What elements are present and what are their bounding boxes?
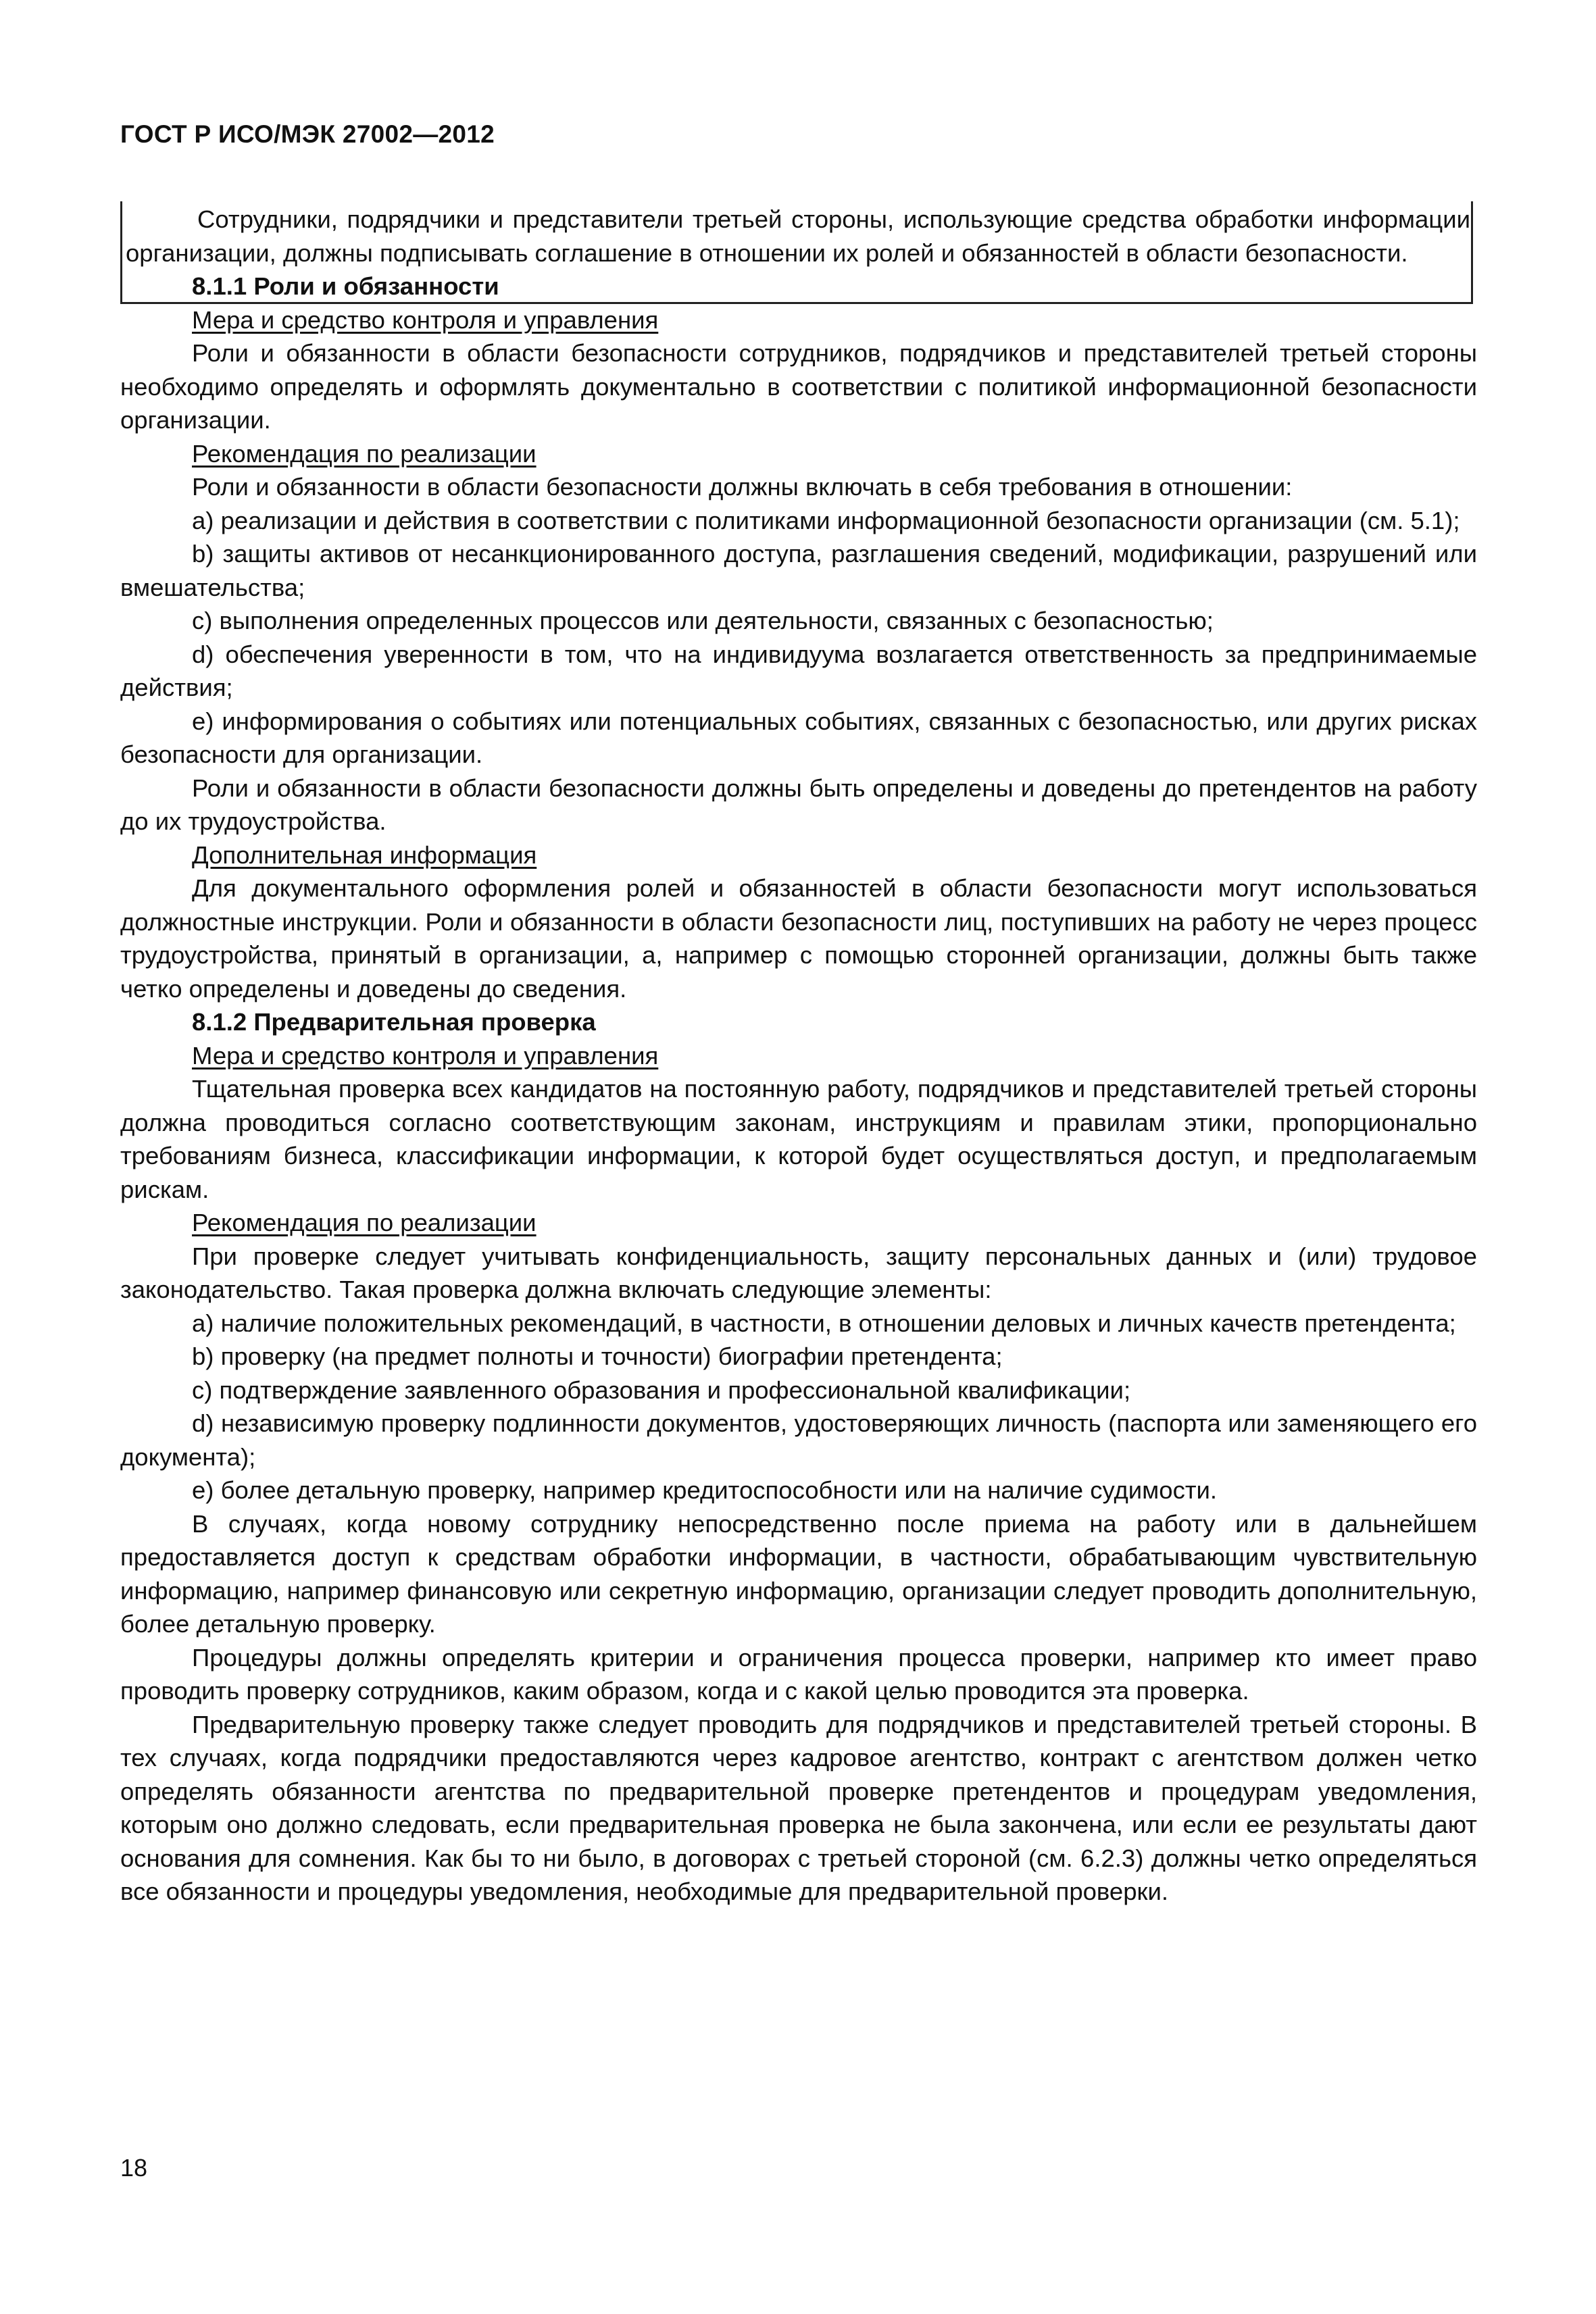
paragraph: Для документального оформления ролей и обязанностей в области безопасности могут использоваться должностные инструкции. Роли и обязанности в области безопасности лиц, поступивших на работу не через процесс трудоустройства, принятый в организации, а, например с помощью сторонней организации, должны быть также четко определены и доведены до сведения. <box>120 874 1477 1003</box>
document-body <box>120 203 1477 1909</box>
list-item: e) более детальную проверку, например кредитоспособности или на наличие судимости. <box>192 1476 1218 1504</box>
list-item: d) независимую проверку подлинности документов, удостоверяющих личность (паспорта или заменяющего его документа); <box>120 1409 1477 1471</box>
paragraph: Роли и обязанности в области безопасности должны включать в себя требования в отношении: <box>192 473 1293 501</box>
standard-header: ГОСТ Р ИСО/МЭК 27002—2012 <box>120 120 495 148</box>
subheading-control: Мера и средство контроля и управления <box>192 1041 659 1070</box>
subheading-additional-info: Дополнительная информация <box>192 840 537 869</box>
paragraph: Процедуры должны определять критерии и ограничения процесса проверки, например кто имеет право проводить проверку сотрудников, каким образом, когда и с какой целью проводится эта проверка. <box>120 1643 1477 1705</box>
page-number: 18 <box>120 2154 148 2182</box>
list-item: b) проверку (на предмет полноты и точности) биографии претендента; <box>192 1342 1003 1370</box>
paragraph: В случаях, когда новому сотруднику непосредственно после приема на работу или в дальнейшем предоставляется доступ к средствам обработки информации, в частности, обрабатывающим чувствительную информацию, например финансовую или секретную информацию, организации следует проводить дополнительную, более детальную проверку. <box>120 1509 1477 1638</box>
list-item: a) наличие положительных рекомендаций, в частности, в отношении деловых и личных качеств претендента; <box>192 1309 1456 1337</box>
list-item: d) обеспечения уверенности в том, что на индивидуума возлагается ответственность за предпринимаемые действия; <box>120 640 1477 701</box>
paragraph: Роли и обязанности в области безопасности сотрудников, подрядчиков и представителей третьей стороны необходимо определять и оформлять документально в соответствии с политикой информационной безопасности организации. <box>120 339 1477 434</box>
paragraph: При проверке следует учитывать конфиденциальность, защиту персональных данных и (или) трудовое законодательство. Такая проверка должна включать следующие элементы: <box>120 1242 1477 1303</box>
list-item: b) защиты активов от несанкционированного доступа, разглашения сведений, модификации, разрушений или вмешательства; <box>120 540 1477 601</box>
list-item: e) информирования о событиях или потенциальных событиях, связанных с безопасностью, или других рисках безопасности для организации. <box>120 707 1477 768</box>
subheading-implementation: Рекомендация по реализации <box>192 439 537 468</box>
paragraph: Предварительную проверку также следует проводить для подрядчиков и представителей третьей стороны. В тех случаях, когда подрядчики предоставляются через кадровое агентство, контракт с агентством должен четко определять обязанности агентства по предварительной проверке претендентов и процедурам уведомления, которым оно должно следовать, если предварительная проверка не была закончена, или если ее результаты дают основания для сомнения. Как бы то ни было, в договорах с третьей стороной (см. 6.2.3) должны четко определяться все обязанности и процедуры уведомления, необходимые для предварительной проверки. <box>120 1710 1477 1905</box>
subheading-control: Мера и средство контроля и управления <box>192 305 659 334</box>
boxed-paragraph: Сотрудники, подрядчики и представители третьей стороны, использующие средства обработки информации организации, должны подписывать соглашение в отношении их ролей и обязанностей в области безопасности. <box>126 205 1470 267</box>
list-item: c) выполнения определенных процессов или деятельности, связанных с безопасностью; <box>192 607 1214 634</box>
section-heading-8-1-1: 8.1.1 Роли и обязанности <box>192 272 499 300</box>
subheading-implementation: Рекомендация по реализации <box>192 1209 537 1236</box>
paragraph: Роли и обязанности в области безопасности должны быть определены и доведены до претендентов на работу до их трудоустройства. <box>120 774 1477 835</box>
section-heading-8-1-2: 8.1.2 Предварительная проверка <box>192 1008 596 1036</box>
list-item: a) реализации и действия в соответствии с политиками информационной безопасности организации (см. 5.1); <box>192 506 1460 534</box>
list-item: c) подтверждение заявленного образования и профессиональной квалификации; <box>192 1376 1131 1404</box>
paragraph: Тщательная проверка всех кандидатов на постоянную работу, подрядчиков и представителей третьей стороны должна проводиться согласно соответствующим законам, инструкциям и правилам этики, пропорционально требованиям бизнеса, классификации информации, к которой будет осуществляться доступ, и предполагаемым рискам. <box>120 1075 1477 1203</box>
